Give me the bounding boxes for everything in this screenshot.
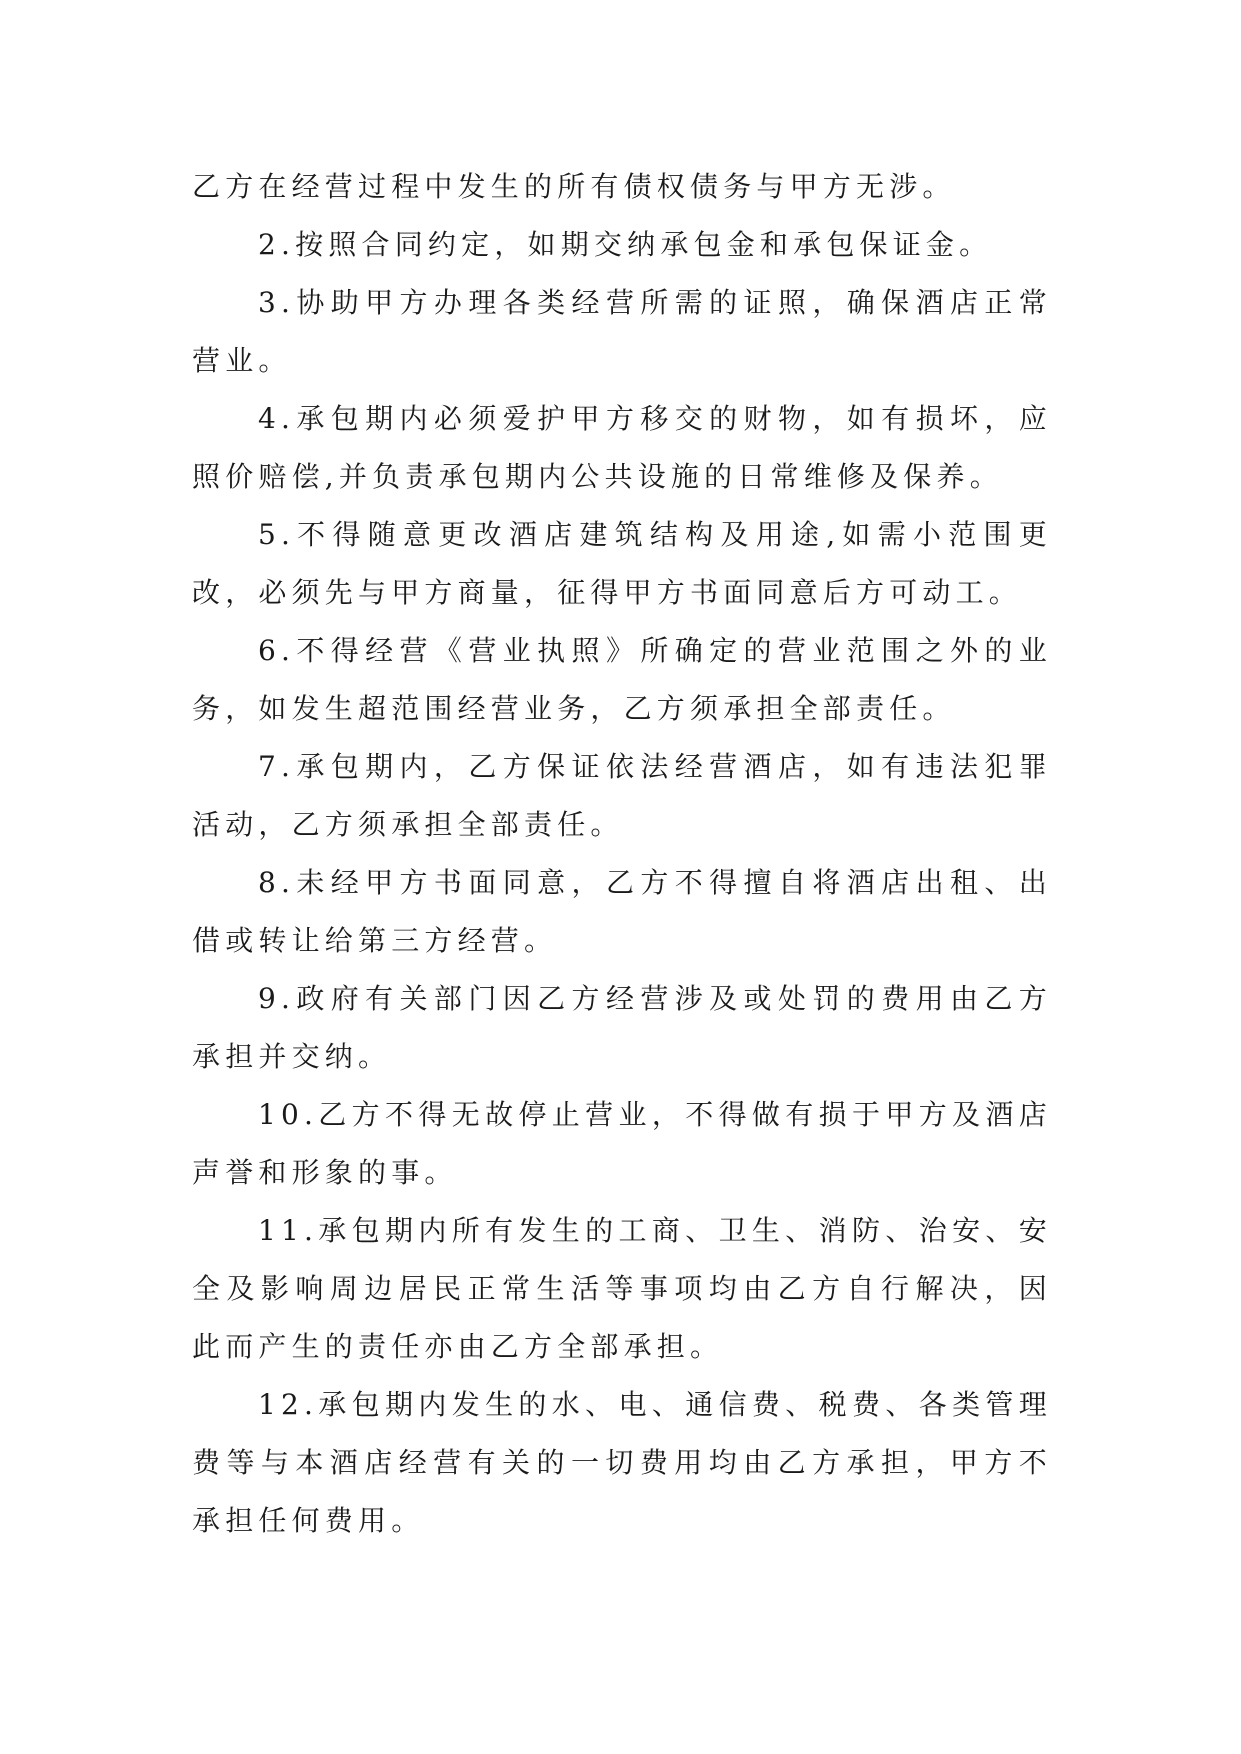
paragraph-clause-6: 6.不得经营《营业执照》所确定的营业范围之外的业务，如发生超范围经营业务，乙方须承担全部责任。 bbox=[192, 634, 1052, 725]
paragraph-clause-2: 2.按照合同约定，如期交纳承包金和承包保证金。 bbox=[258, 228, 993, 261]
paragraph-clause-3: 3.协助甲方办理各类经营所需的证照，确保酒店正常营业。 bbox=[192, 286, 1052, 377]
paragraph-clause-11: 11.承包期内所有发生的工商、卫生、消防、治安、安全及影响周边居民正常生活等事项均由乙方自行解决，因此而产生的责任亦由乙方全部承担。 bbox=[192, 1214, 1052, 1363]
paragraph-clause-9: 9.政府有关部门因乙方经营涉及或处罚的费用由乙方承担并交纳。 bbox=[192, 982, 1052, 1073]
paragraph-continuation: 乙方在经营过程中发生的所有债权债务与甲方无涉。 bbox=[192, 170, 956, 203]
paragraph-clause-4: 4.承包期内必须爱护甲方移交的财物，如有损坏，应照价赔偿,并负责承包期内公共设施的日常维修及保养。 bbox=[192, 402, 1052, 493]
paragraph-clause-10: 10.乙方不得无故停止营业，不得做有损于甲方及酒店声誉和形象的事。 bbox=[192, 1098, 1052, 1189]
document-body bbox=[192, 158, 1052, 1550]
paragraph-clause-7: 7.承包期内，乙方保证依法经营酒店，如有违法犯罪活动，乙方须承担全部责任。 bbox=[192, 750, 1052, 841]
paragraph-clause-5: 5.不得随意更改酒店建筑结构及用途,如需小范围更改，必须先与甲方商量，征得甲方书面同意后方可动工。 bbox=[192, 518, 1052, 609]
paragraph-clause-8: 8.未经甲方书面同意，乙方不得擅自将酒店出租、出借或转让给第三方经营。 bbox=[192, 866, 1052, 957]
paragraph-clause-12: 12.承包期内发生的水、电、通信费、税费、各类管理费等与本酒店经营有关的一切费用均由乙方承担，甲方不承担任何费用。 bbox=[192, 1388, 1052, 1537]
